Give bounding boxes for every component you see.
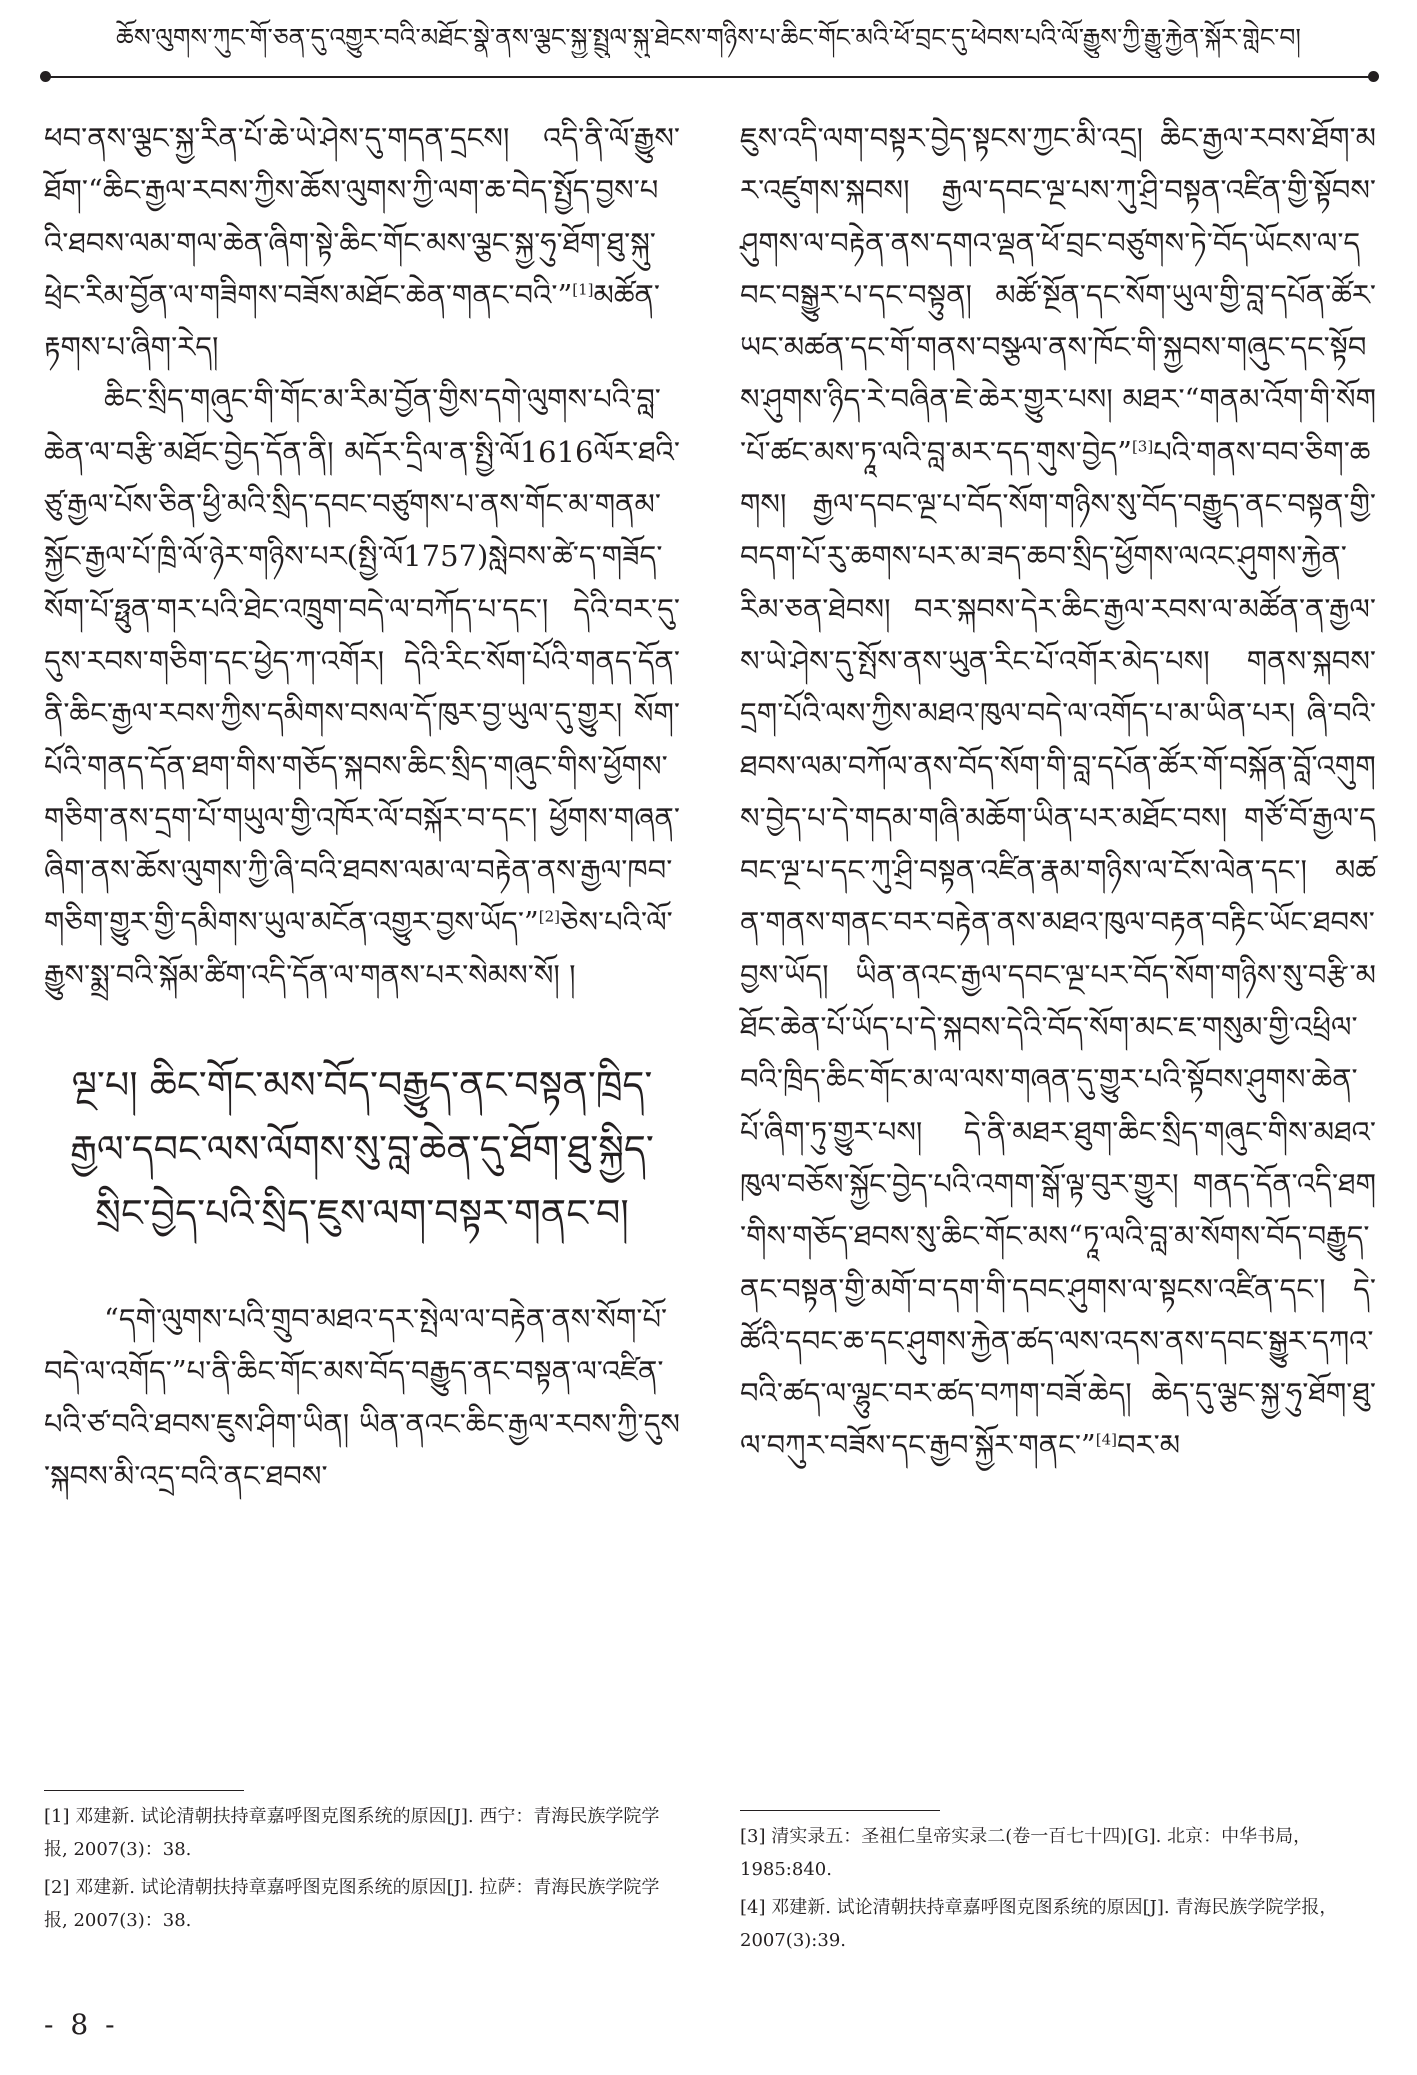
footnote-ref-1[interactable]: [1] [572, 280, 594, 299]
left-paragraph-2 [44, 373, 680, 1001]
left-paragraph-2-tail: ཅེས་པའི་ལོ་རྒྱུས་སྨྲ་བའི་སྐོམ་ཚིག་འདི་དོན་ལ་གནས་པར་སེམས་སོ། ། [44, 905, 673, 992]
page-number: - 8 - [44, 2008, 119, 2041]
footnote-4: [4] 邓建新. 试论清朝扶持章嘉呼图克图系统的原因[J]. 青海民族学院学报，2007(3):39. [740, 1897, 1338, 1951]
footnote-ref-3[interactable]: [3] [1131, 437, 1154, 456]
header-rule [44, 76, 1374, 78]
footnote-rule-left [44, 1790, 244, 1791]
right-paragraph-1-text: ཇུས་འདི་ལག་བསྟར་བྱེད་སྟངས་ཀྱང་མི་འདྲ། ཆིང་རྒྱལ་རབས་ཐོག་མར་འཛུགས་སྐབས། རྒྱལ་དབང་ལྔ་པས་ཀུ་ཤྲི་བསྟན་འཛིན་གྱི་སྟོབས་ཤུགས་ལ་བརྟེན་ནས་དགའ་ལྡན་ཕོ་བྲང་བཙུགས་ཏེ་བོད་ཡོངས་ལ་དབང་བསྒྱུར་པ་དང་བསྟུན། མཚོ་སྔོན་དང་སོག་ཡུལ་གྱི་བླ་དཔོན་ཚོར་ཡང་མཚན་དང་གོ་གནས་བསྩལ་ནས་ཁོང་གི་སྐྱབས་གཞུང་དང་སྟོབས་ཤུགས་ཉིད་རེ་བཞིན་ཇེ་ཆེར་གྱུར་པས། མཐར་“གནམ་འོག་གི་སོག་པོ་ཚང་མས་ཏཱ་ལའི་བླ་མར་དད་གུས་བྱེད” [740, 121, 1376, 469]
footnote-1: [1] 邓建新. 试论清朝扶持章嘉呼图克图系统的原因[J]. 西宁：青海民族学院学报, 2007(3)：38. [44, 1806, 660, 1860]
left-paragraph-1-tail: མཚོན་རྟགས་པ་ཞིག་རེད། [44, 277, 660, 365]
right-paragraph-1-tail: པའི་གནས་བབ་ཅིག་ཆགས། རྒྱལ་དབང་ལྔ་པ་བོད་སོག་གཉིས་སུ་བོད་བརྒྱུད་ནང་བསྟན་གྱི་བདག་པོ་རུ་ཆགས་པར་མ་ཟད་ཆབ་སྲིད་ཕྱོགས་ལའང་ཤུགས་རྐྱེན་རིམ་ཅན་ཐེབས། བར་སྐབས་དེར་ཆིང་རྒྱལ་རབས་ལ་མཚོན་ན་རྒྱལ་ས་ཡེ་ཤེས་དུ་སྤོས་ནས་ཡུན་རིང་པོ་འགོར་མེད་པས། གནས་སྐབས་དྲག་པོའི་ལས་ཀྱིས་མཐའ་ཁུལ་བདེ་ལ་འགོད་པ་མ་ཡིན་པར། ཞི་བའི་ཐབས་ལམ་བཀོལ་ནས་བོད་སོག་གི་བླ་དཔོན་ཚོར་གོ་བསྐོན་བློ་འགུགས་བྱེད་པ་དེ་གདམ་གཞི་མཆོག་ཡིན་པར་མཐོང་བས། གཙོ་བོ་རྒྱལ་དབང་ལྔ་པ་དང་ཀུ་ཤྲི་བསྟན་འཛིན་རྣམ་གཉིས་ལ་ངོས་ལེན་དང་། མཚན་གནས་གནང་བར་བརྟེན་ནས་མཐའ་ཁུལ་བརྟན་བརྟིང་ཡོང་ཐབས་བྱས་ཡོད། ཡིན་ནའང་རྒྱལ་དབང་ལྔ་པར་བོད་སོག་གཉིས་སུ་བརྩི་མཐོང་ཆེན་པོ་ཡོད་པ་དེ་སྐབས་དེའི་བོད་སོག་མང་ཇ་གསུམ་གྱི་འཕྲིལ་བའི་ཁྲིད་ཆིང་གོང་མ་ལ་ལས་གཞན་དུ་གྱུར་པའི་སྟོབས་ཤུགས་ཆེན་པོ་ཞིག་ཏུ་གྱུར་པས། དེ་ནི་མཐར་ཐུག་ཆིང་སྲིད་གཞུང་གིས་མཐའ་ཁུལ་བཅོས་སྐྱོང་བྱེད་པའི་འགག་སྒོ་ལྟ་བུར་གྱུར། གནད་དོན་འདི་ཐག་གིས་གཅོད་ཐབས་སུ་ཆིང་གོང་མས“ཏཱ་ལའི་བླ་མ་སོགས་བོད་བརྒྱུད་ནང་བསྟན་གྱི་མགོ་བ་དག་གི་དབང་ཤུགས་ལ་སྟངས་འཛིན་དང་། དེ་ཚོའི་དབང་ཆ་དང་ཤུགས་རྐྱེན་ཚད་ལས་འདས་ནས་དབང་སྒྱུར་དཀའ་བའི་ཚད་ལ་ལྷུང་བར་ཚད་བཀག་བཟོ་ཆེད། ཆེད་དུ་ལྕང་སྐྱ་ཧུ་ཐོག་ཐུ་ལ་བཀུར་བཟོས་དང་རྒྱབ་སྐྱོར་གནང་” [740, 434, 1376, 1463]
right-column [740, 112, 1376, 1472]
left-paragraph-2-text: ཆིང་སྲིད་གཞུང་གི་གོང་མ་རིམ་བྱོན་གྱིས་དགེ་ལུགས་པའི་བླ་ཆེན་ལ་བརྩི་མཐོང་བྱེད་དོན་ནི། མདོར་དྲིལ་ན་སྤྱི་ལོ1616ལོར་ཐའི་ཙུ་རྒྱལ་པོས་ཅིན་ཕྱི་མའི་སྲིད་དབང་བཙུགས་པ་ནས་གོང་མ་གནམ་སྐྱོང་རྒྱལ་པོ་ཁྲི་ལོ་ཉེར་གཉིས་པར(སྤྱི་ལོ1757)སླེབས་ཚེ་ད་གཟོད་སོག་པོ་ཧྥུན་གར་པའི་ཐེང་འཁྲུག་བདེ་ལ་བཀོད་པ་དང་། དེའི་བར་དུ་དུས་རབས་གཅིག་དང་ཕྱེད་ཀ་འགོར། དེའི་རིང་སོག་པོའི་གནད་དོན་ནི་ཆིང་རྒྱལ་རབས་ཀྱིས་དམིགས་བསལ་དོ་ཁུར་བྱ་ཡུལ་དུ་གྱུར། སོག་པོའི་གནད་དོན་ཐག་གིས་གཅོད་སྐབས་ཆིང་སྲིད་གཞུང་གིས་ཕྱོགས་གཅིག་ནས་དྲག་པོ་གཡུལ་གྱི་འཁོར་ལོ་བསྐོར་བ་དང་། ཕྱོགས་གཞན་ཞིག་ནས་ཆོས་ལུགས་ཀྱི་ཞི་བའི་ཐབས་ལམ་ལ་བརྟེན་ནས་རྒྱལ་ཁབ་གཅིག་གྱུར་གྱི་དམིགས་ཡུལ་མངོན་འགྱུར་བྱས་ཡོད་” [44, 382, 680, 940]
footnote-ref-4[interactable]: [4] [1095, 1430, 1118, 1449]
left-column [44, 112, 680, 1502]
footnotes-right [740, 1820, 1376, 1962]
footnote-2: [2] 邓建新. 试论清朝扶持章嘉呼图克图系统的原因[J]. 拉萨：青海民族学院学报, 2007(3)：38. [44, 1877, 660, 1931]
header-rule-dot-right [1368, 71, 1379, 82]
left-paragraph-1-text: ཕབ་ནས་ལྕང་སྐྱ་རིན་པོ་ཆེ་ཡེ་ཤེས་དུ་གདན་དྲངས། འདི་ནི་ལོ་རྒྱུས་ཐོག་“ཆིང་རྒྱལ་རབས་ཀྱིས་ཆོས་ལུགས་ཀྱི་ལག་ཆ་བེད་སྤྱོད་བྱས་པའི་ཐབས་ལམ་གལ་ཆེན་ཞིག་སྟེ་ཆིང་གོང་མས་ལྕང་སྐྱ་ཧུ་ཐོག་ཐུ་སྐུ་ཕྲེང་རིམ་བྱོན་ལ་གཟིགས་བཟོས་མཐོང་ཆེན་གནང་བའི་” [44, 121, 680, 312]
footnote-rule-right [740, 1810, 940, 1811]
footnote-3: [3] 清实录五：圣祖仁皇帝实录二(卷一百七十四)[G]. 北京：中华书局，1985:840. [740, 1826, 1312, 1880]
right-paragraph-1 [740, 112, 1376, 1472]
running-header: ཆོས་ལུགས་ཀུང་གོ་ཅན་དུ་འགྱུར་བའི་མཐོང་སྣེ་ནས་ལྕང་སྐྱ་སྤྲུལ་སྐུ་ཐེངས་གཉིས་པ་ཆིང་གོང་མའི་ཕོ་བྲང་དུ་ཕེབས་པའི་ལོ་རྒྱུས་ཀྱི་རྒྱུ་རྐྱེན་སྐོར་གླེང་བ། [116, 23, 1301, 52]
right-paragraph-1-tail-2: བར་མ [1117, 1428, 1181, 1463]
footnote-ref-2[interactable]: [2] [538, 907, 560, 926]
section-heading: ལྔ་པ། ཆིང་གོང་མས་བོད་བརྒྱུད་ནང་བསྟན་ཁྲིད་རྒྱལ་དབང་ལས་ལོགས་སུ་བླ་ཆེན་དུ་ཐོག་ཐུ་སྐྱིད་སྲིང་བྱེད་པའི་སྲིད་ཇུས་ལག་བསྟར་གནང་བ། [70, 1063, 654, 1236]
footnotes-left [44, 1800, 680, 1942]
left-paragraph-3: “དགེ་ལུགས་པའི་གྲུབ་མཐའ་དར་སྤེལ་ལ་བརྟེན་ནས་སོག་པོ་བདེ་ལ་འགོད་”པ་ནི་ཆིང་གོང་མས་བོད་བརྒྱུད་ནང་བསྟན་ལ་འཛིན་པའི་ཙ་བའི་ཐབས་ཇུས་ཤིག་ཡིན། ཡིན་ནའང་ཆིང་རྒྱལ་རབས་ཀྱི་དུས་སྐབས་མི་འདྲ་བའི་ནང་ཐབས་ [44, 1302, 680, 1493]
left-paragraph-1 [44, 112, 680, 373]
